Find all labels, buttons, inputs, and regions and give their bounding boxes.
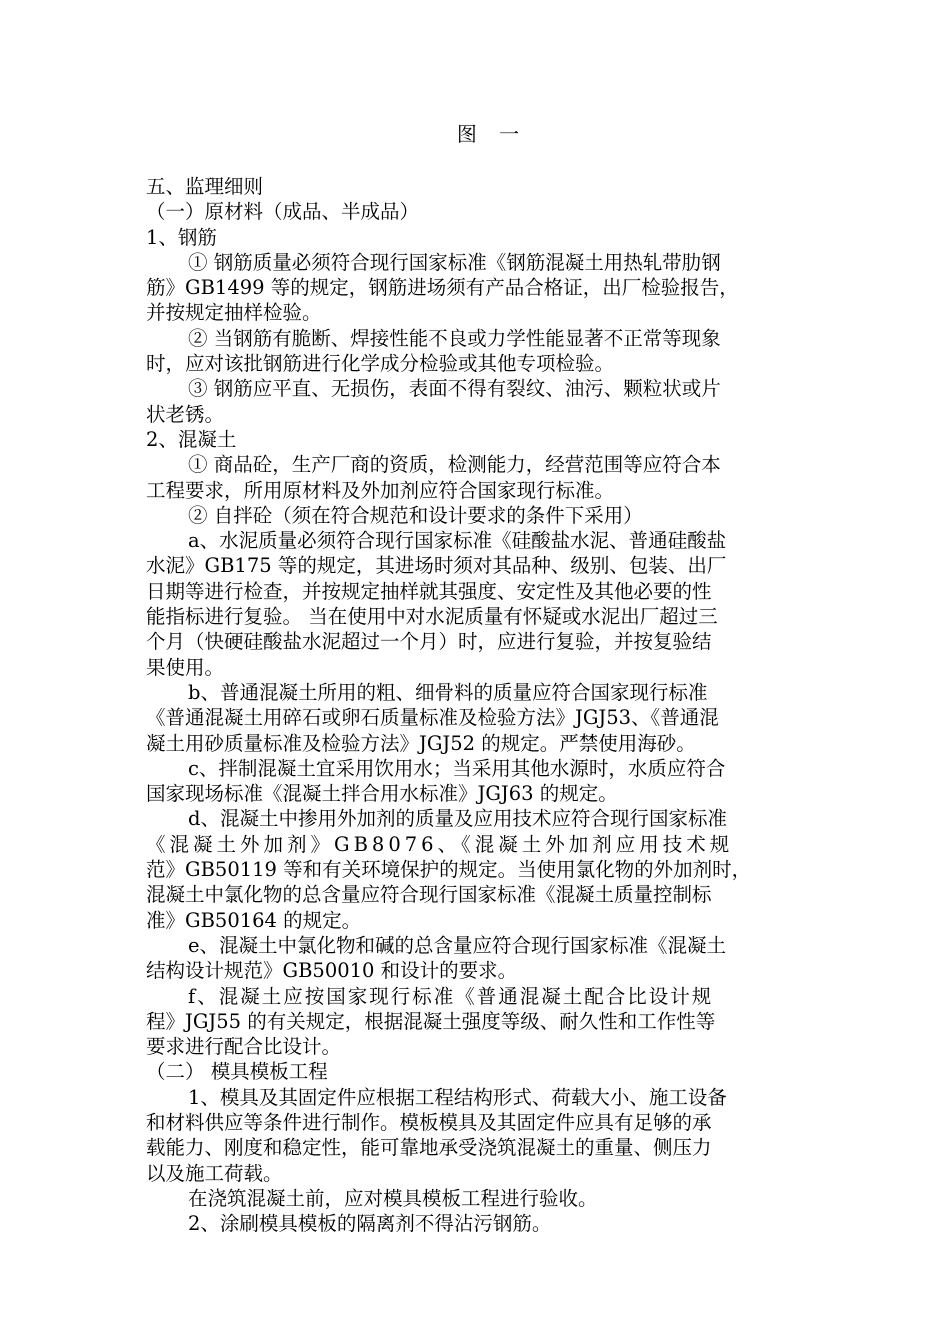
paragraph-line: 以及施工荷载。 [146,1161,283,1185]
paragraph-line: 结构设计规范》GB50010 和设计的要求。 [146,959,518,983]
paragraph-line: 水泥》GB175 等的规定，其进场时须对其品种、级别、包装、出厂 [146,554,727,578]
paragraph-line: f、混凝土应按国家现行标准《普通混凝土配合比设计规 [188,984,714,1008]
paragraph-line: 日期等进行检查，并按规定抽样就其强度、安定性及其他必要的性 [146,579,712,603]
paragraph-line: 筋》GB1499 等的规定，钢筋进场须有产品合格证，出厂检验报告， [146,276,739,300]
paragraph-line: 载能力、刚度和稳定性，能可靠地承受浇筑混凝土的重量、侧压力 [146,1136,712,1160]
paragraph-line: a、水泥质量必须符合现行国家标准《硅酸盐水泥、普通硅酸盐 [188,529,727,553]
paragraph-line: 个月（快硬硅酸盐水泥超过一个月）时，应进行复验，并按复验结 [146,630,712,654]
paragraph-line: c、拌制混凝土宜采用饮用水；当采用其他水源时，水质应符合 [188,756,726,780]
paragraph-line: ① 钢筋质量必须符合现行国家标准《钢筋混凝土用热轧带肋钢 [188,250,721,274]
paragraph-line: 《混凝土外加剂》GB8076、《混凝土外加剂应用技术规 [146,832,734,856]
paragraph-line: 要求进行配合比设计。 [146,1035,342,1059]
paragraph-line: 状老锈。 [146,402,225,426]
paragraph-line: b、普通混凝土所用的粗、细骨料的质量应符合国家现行标准 [188,680,708,704]
paragraph-line: 混凝土中氯化物的总含量应符合现行国家标准《混凝土质量控制标 [146,883,712,907]
subsection-heading: （一）原材料（成品、半成品） [146,200,420,224]
document-page [146,120,808,1236]
paragraph-line: 和材料供应等条件进行制作。模板模具及其固定件应具有足够的承 [146,1110,712,1134]
paragraph-line: ② 自拌砼（须在符合规范和设计要求的条件下采用） [188,503,643,527]
paragraph-line: 凝土用砂质量标准及检验方法》JGJ52 的规定。严禁使用海砂。 [146,731,696,755]
paragraph-line: 2、涂刷模具模板的隔离剂不得沾污钢筋。 [188,1212,552,1236]
paragraph-line: ① 商品砼，生产厂商的资质，检测能力，经营范围等应符合本 [188,453,721,477]
section-heading: 五、监理细则 [146,175,264,198]
paragraph-line: 工程要求，所用原材料及外加剂应符合国家现行标准。 [146,478,615,502]
paragraph-line: 1、模具及其固定件应根据工程结构形式、荷载大小、施工设备 [188,1085,727,1109]
paragraph-line: 范》GB50119 等和有关环境保护的规定。当使用氯化物的外加剂时， [146,858,752,882]
item-heading: 2、混凝土 [146,427,237,451]
paragraph-line: 并按规定抽样检验。 [146,301,322,325]
paragraph-line: ③ 钢筋应平直、无损伤，表面不得有裂纹、油污、颗粒状或片 [188,377,721,401]
paragraph-line: 在浇筑混凝土前，应对模具模板工程进行验收。 [188,1186,598,1210]
paragraph-line: 程》JGJ55 的有关规定，根据混凝土强度等级、耐久性和工作性等 [146,1009,716,1033]
paragraph-line: 《普通混凝土用碎石或卵石质量标准及检验方法》JGJ53、《普通混 [146,706,719,730]
paragraph-line: 国家现场标准《混凝土拌合用水标准》JGJ63 的规定。 [146,782,618,806]
paragraph-line: 准》GB50164 的规定。 [146,908,362,932]
figure-caption: 图 一 [456,122,528,146]
paragraph-line: 果使用。 [146,655,225,679]
paragraph-line: ② 当钢筋有脆断、焊接性能不良或力学性能显著不正常等现象 [188,326,721,350]
paragraph-line: e、混凝土中氯化物和碱的总含量应符合现行国家标准《混凝土 [188,933,727,957]
paragraph-line: d、混凝土中掺用外加剂的质量及应用技术应符合现行国家标准 [188,807,727,831]
paragraph-line: 能指标进行复验。 当在使用中对水泥质量有怀疑或水泥出厂超过三 [146,605,718,629]
paragraph-line: 时，应对该批钢筋进行化学成分检验或其他专项检验。 [146,352,615,376]
subsection-heading: （二） 模具模板工程 [146,1060,328,1084]
item-heading: 1、钢筋 [146,225,217,249]
